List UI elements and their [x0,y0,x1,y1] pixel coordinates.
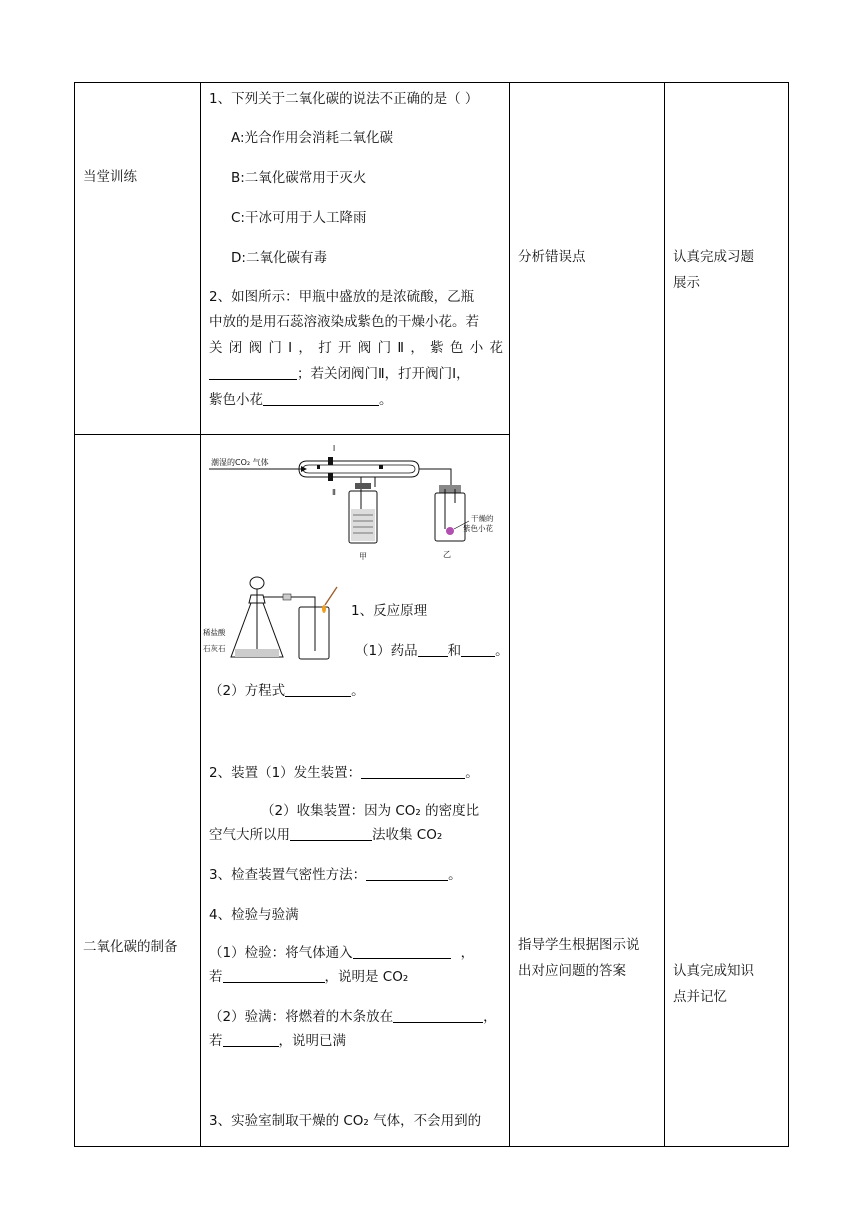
answer-blank [393,1008,483,1023]
gas-label: 潮湿的CO₂ 气体 [211,458,269,467]
answer-blank [353,944,451,959]
answer-blank [290,826,372,841]
test-title: 4、检验与验满 [209,907,299,923]
flower-label-line-1: 干燥的 [471,514,494,523]
content-cell [201,83,510,435]
lesson-plan-table [74,82,789,1147]
answer-blank [285,682,351,697]
topic-cell [75,435,201,1147]
bottle-a-label: 甲 [359,552,367,561]
activity-line-3: 认真完成知识 [673,963,754,979]
reaction-principle-title: 1、反应原理 [351,603,428,619]
answer-blank [223,968,325,983]
answer-blank [366,866,448,881]
full-check-line-1: （2）验满：将燃着的木条放在 ， [209,1009,497,1025]
flower-label-line-2: 紫色小花 [463,524,493,533]
co2-preparation-apparatus-figure [201,569,349,669]
topic-label: 当堂训练 [83,169,137,185]
content-cell [201,435,510,1147]
gas-flow-apparatus-figure [201,439,510,563]
bottle-b-label: 乙 [443,550,451,559]
answer-blank [223,1032,279,1047]
purple-flower-icon [446,527,454,535]
question-1-option-a: A:光合作用会消耗二氧化碳 [231,130,394,146]
airtightness-line: 3、检查装置气密性方法： 。 [209,867,462,883]
test-line-2: 若 ，说明是 CO₂ [209,969,409,985]
answer-blank [361,764,465,779]
activity-cell-merged [665,83,789,1147]
valve-1-label: Ⅰ [332,444,336,453]
question-3-stem: 3、实验室制取干燥的 CO₂ 气体，不会用到的 [209,1113,482,1129]
topic-label: 二氧化碳的制备 [83,939,178,955]
question-2-line-2: 中放的是用石蕊溶液染成紫色的干燥小花。若 [209,314,479,330]
answer-blank [461,642,495,657]
method-line-2: 出对应问题的答案 [518,963,626,979]
acid-label: 稀盐酸 [203,628,226,637]
method-line-1: 指导学生根据图示说 [518,937,640,953]
question-1-option-b: B:二氧化碳常用于灭火 [231,170,367,186]
valve-2-label: Ⅱ [332,488,336,497]
activity-line-2: 展示 [673,275,700,291]
activity-line-4: 点并记忆 [673,989,727,1005]
stone-label: 石灰石 [203,644,226,653]
question-1-option-c: C:干冰可用于人工降雨 [231,210,367,226]
collector-line-2: 空气大所以用 法收集 CO₂ [209,827,443,843]
topic-cell [75,83,201,435]
question-2-line-1: 2、如图所示：甲瓶中盛放的是浓硫酸，乙瓶 [209,289,475,305]
method-label: 分析错误点 [518,249,586,265]
reagents-line: （1）药品 和 。 [355,643,509,659]
question-1-option-d: D:二氧化碳有毒 [231,250,327,266]
collector-line-1: （2）收集装置：因为 CO₂ 的密度比 [261,803,480,819]
answer-blank [209,365,297,380]
activity-line-1: 认真完成习题 [673,249,754,265]
equation-line: （2）方程式 。 [209,683,365,699]
generator-line: 2、装置（1）发生装置： 。 [209,765,479,781]
test-line-1: （1）检验：将气体通入 ， [209,945,475,961]
method-cell-merged [510,83,665,1147]
question-1-stem: 1、下列关于二氧化碳的说法不正确的是（ ） [209,91,479,107]
question-2-line-4: ；若关闭阀门Ⅱ，打开阀门Ⅰ， [209,364,470,384]
question-2-line-3: 关闭阀门Ⅰ，打开阀门Ⅱ，紫色小花 [209,340,503,356]
table-row [75,83,789,435]
question-2-line-5: 紫色小花 。 [209,392,393,408]
answer-blank [418,642,448,657]
full-check-line-2: 若 ，说明已满 [209,1033,346,1049]
answer-blank [263,391,379,406]
